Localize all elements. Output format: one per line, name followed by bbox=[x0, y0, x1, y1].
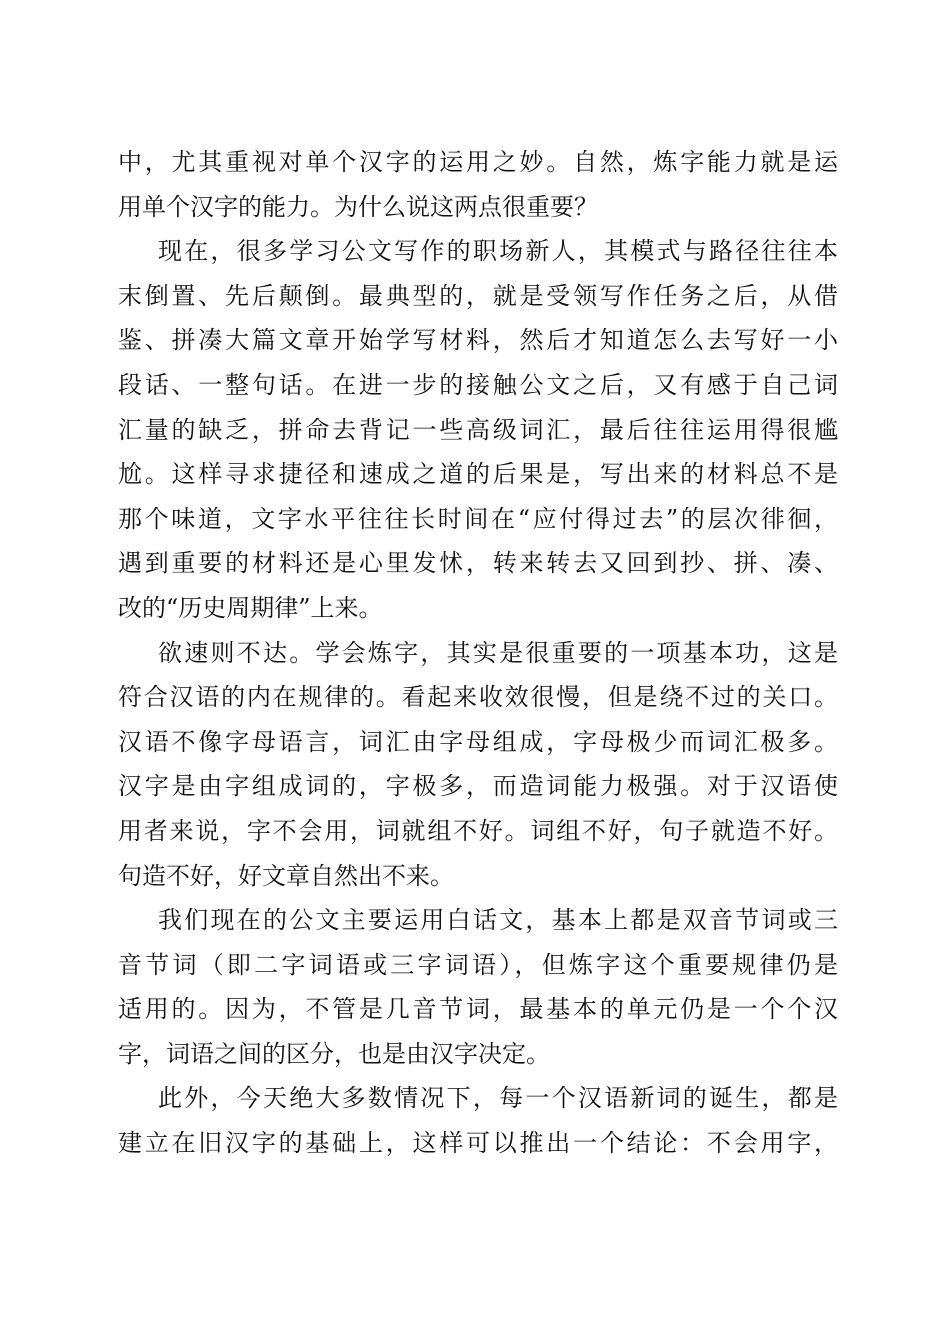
text-line: 我们现在的公文主要运用白话文，基本上都是双音节词或三 bbox=[158, 906, 838, 935]
text-line: 鉴、拼凑大篇文章开始学写材料，然后才知道怎么去写好一小 bbox=[118, 326, 838, 355]
text-line: 字，词语之间的区分，也是由汉字决定。 bbox=[118, 1039, 550, 1068]
text-line: 遇到重要的材料还是心里发怵，转来转去又回到抄、拼、凑、 bbox=[118, 549, 838, 578]
text-line: 汉语不像字母语言，词汇由字母组成，字母极少而词汇极多。 bbox=[118, 727, 838, 756]
text-line: 中，尤其重视对单个汉字的运用之妙。自然，炼字能力就是运 bbox=[118, 148, 838, 176]
text-line: 改的“历史周期律”上来。 bbox=[118, 593, 383, 622]
text-line: 适用的。因为，不管是几音节词，最基本的单元仍是一个个汉 bbox=[118, 995, 838, 1024]
text-line: 尬。这样寻求捷径和速成之道的后果是，写出来的材料总不是 bbox=[118, 460, 838, 489]
body-text bbox=[118, 140, 838, 1166]
text-line: 用者来说，字不会用，词就组不好。词组不好，句子就造不好。 bbox=[118, 816, 838, 845]
text-line: 段话、一整句话。在进一步的接触公文之后，又有感于自己词 bbox=[118, 370, 838, 399]
text-line: 句造不好，好文章自然出不来。 bbox=[118, 861, 454, 890]
text-line: 音节词（即二字词语或三字词语），但炼字这个重要规律仍是 bbox=[118, 950, 838, 979]
text-line: 汉字是由字组成词的，字极多，而造词能力极强。对于汉语使 bbox=[118, 772, 838, 801]
text-line: 汇量的缺乏，拼命去背记一些高级词汇，最后往往运用得很尴 bbox=[118, 415, 838, 444]
text-line: 符合汉语的内在规律的。看起来收效很慢，但是绕不过的关口。 bbox=[118, 683, 838, 712]
text-line: 欲速则不达。学会炼字，其实是很重要的一项基本功，这是 bbox=[158, 638, 838, 667]
text-line: 现在，很多学习公文写作的职场新人，其模式与路径往往本 bbox=[158, 237, 838, 266]
text-line: 那个味道，文字水平往往长时间在“应付得过去”的层次徘徊， bbox=[118, 504, 838, 533]
text-line: 用单个汉字的能力。为什么说这两点很重要？ bbox=[118, 192, 598, 221]
text-line: 末倒置、先后颠倒。最典型的，就是受领写作任务之后，从借 bbox=[118, 281, 838, 310]
text-line: 建立在旧汉字的基础上，这样可以推出一个结论：不会用字， bbox=[118, 1129, 838, 1158]
text-line: 此外，今天绝大多数情况下，每一个汉语新词的诞生，都是 bbox=[158, 1084, 838, 1113]
